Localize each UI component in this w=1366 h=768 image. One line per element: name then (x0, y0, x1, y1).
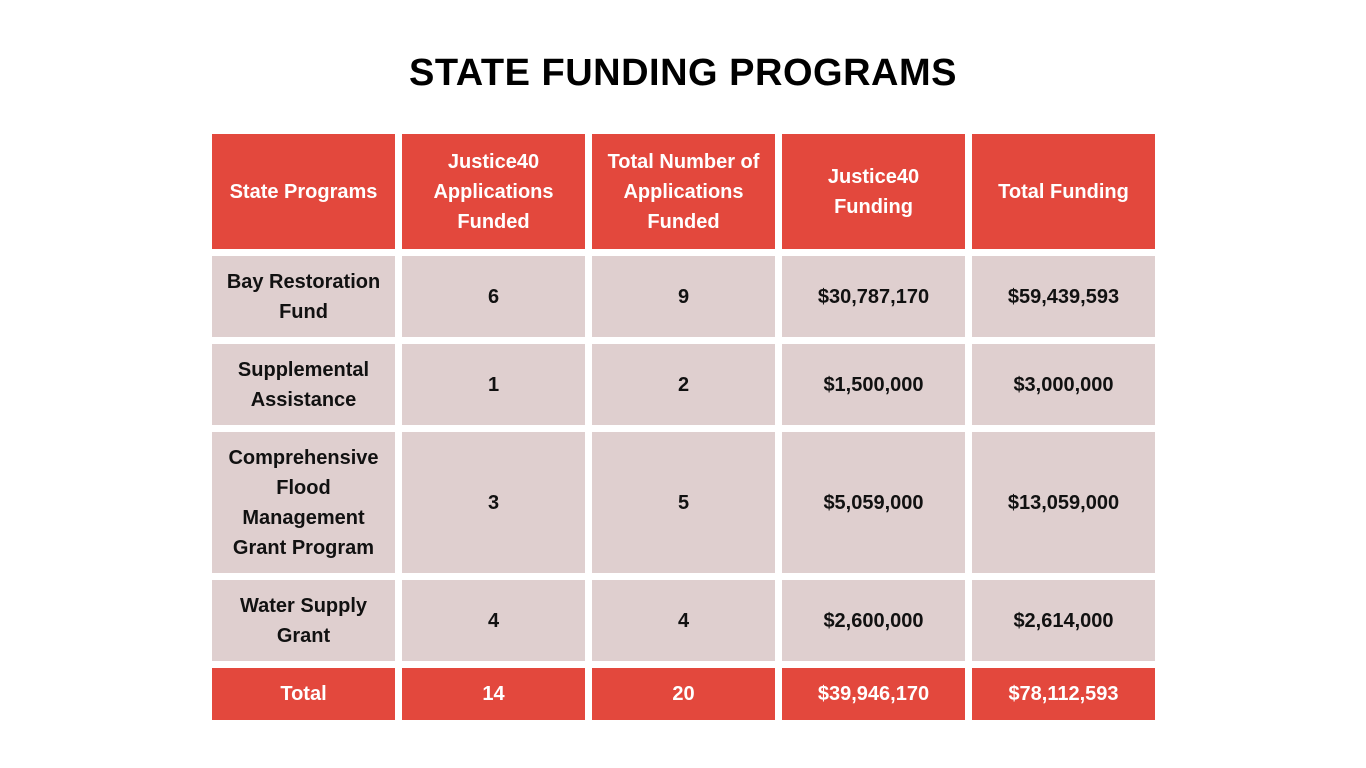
total-applications-cell: 9 (592, 256, 775, 337)
justice40-funding-cell: $2,600,000 (782, 580, 965, 661)
header-total-funding: Total Funding (972, 134, 1155, 249)
total-funding-sum-cell: $78,112,593 (972, 668, 1155, 720)
total-label-cell: Total (212, 668, 395, 720)
justice40-funding-cell: $30,787,170 (782, 256, 965, 337)
header-total-applications: Total Number of Applications Funded (592, 134, 775, 249)
total-funding-cell: $2,614,000 (972, 580, 1155, 661)
justice40-applications-cell: 4 (402, 580, 585, 661)
header-state-programs: State Programs (212, 134, 395, 249)
funding-table (212, 134, 1154, 720)
total-applications-cell: 20 (592, 668, 775, 720)
justice40-applications-cell: 6 (402, 256, 585, 337)
total-justice40-applications-cell: 14 (402, 668, 585, 720)
page-title: STATE FUNDING PROGRAMS (409, 52, 957, 94)
justice40-funding-cell: $5,059,000 (782, 432, 965, 573)
justice40-funding-cell: $1,500,000 (782, 344, 965, 425)
justice40-applications-cell: 3 (402, 432, 585, 573)
header-justice40-funding: Justice40 Funding (782, 134, 965, 249)
total-justice40-funding-cell: $39,946,170 (782, 668, 965, 720)
program-name-cell: Supplemental Assistance (212, 344, 395, 425)
total-applications-cell: 5 (592, 432, 775, 573)
total-funding-cell: $59,439,593 (972, 256, 1155, 337)
program-name-cell: Comprehensive Flood Management Grant Program (212, 432, 395, 573)
program-name-cell: Water Supply Grant (212, 580, 395, 661)
total-applications-cell: 2 (592, 344, 775, 425)
header-justice40-applications: Justice40 Applications Funded (402, 134, 585, 249)
total-funding-cell: $13,059,000 (972, 432, 1155, 573)
total-funding-cell: $3,000,000 (972, 344, 1155, 425)
program-name-cell: Bay Restoration Fund (212, 256, 395, 337)
total-applications-cell: 4 (592, 580, 775, 661)
justice40-applications-cell: 1 (402, 344, 585, 425)
